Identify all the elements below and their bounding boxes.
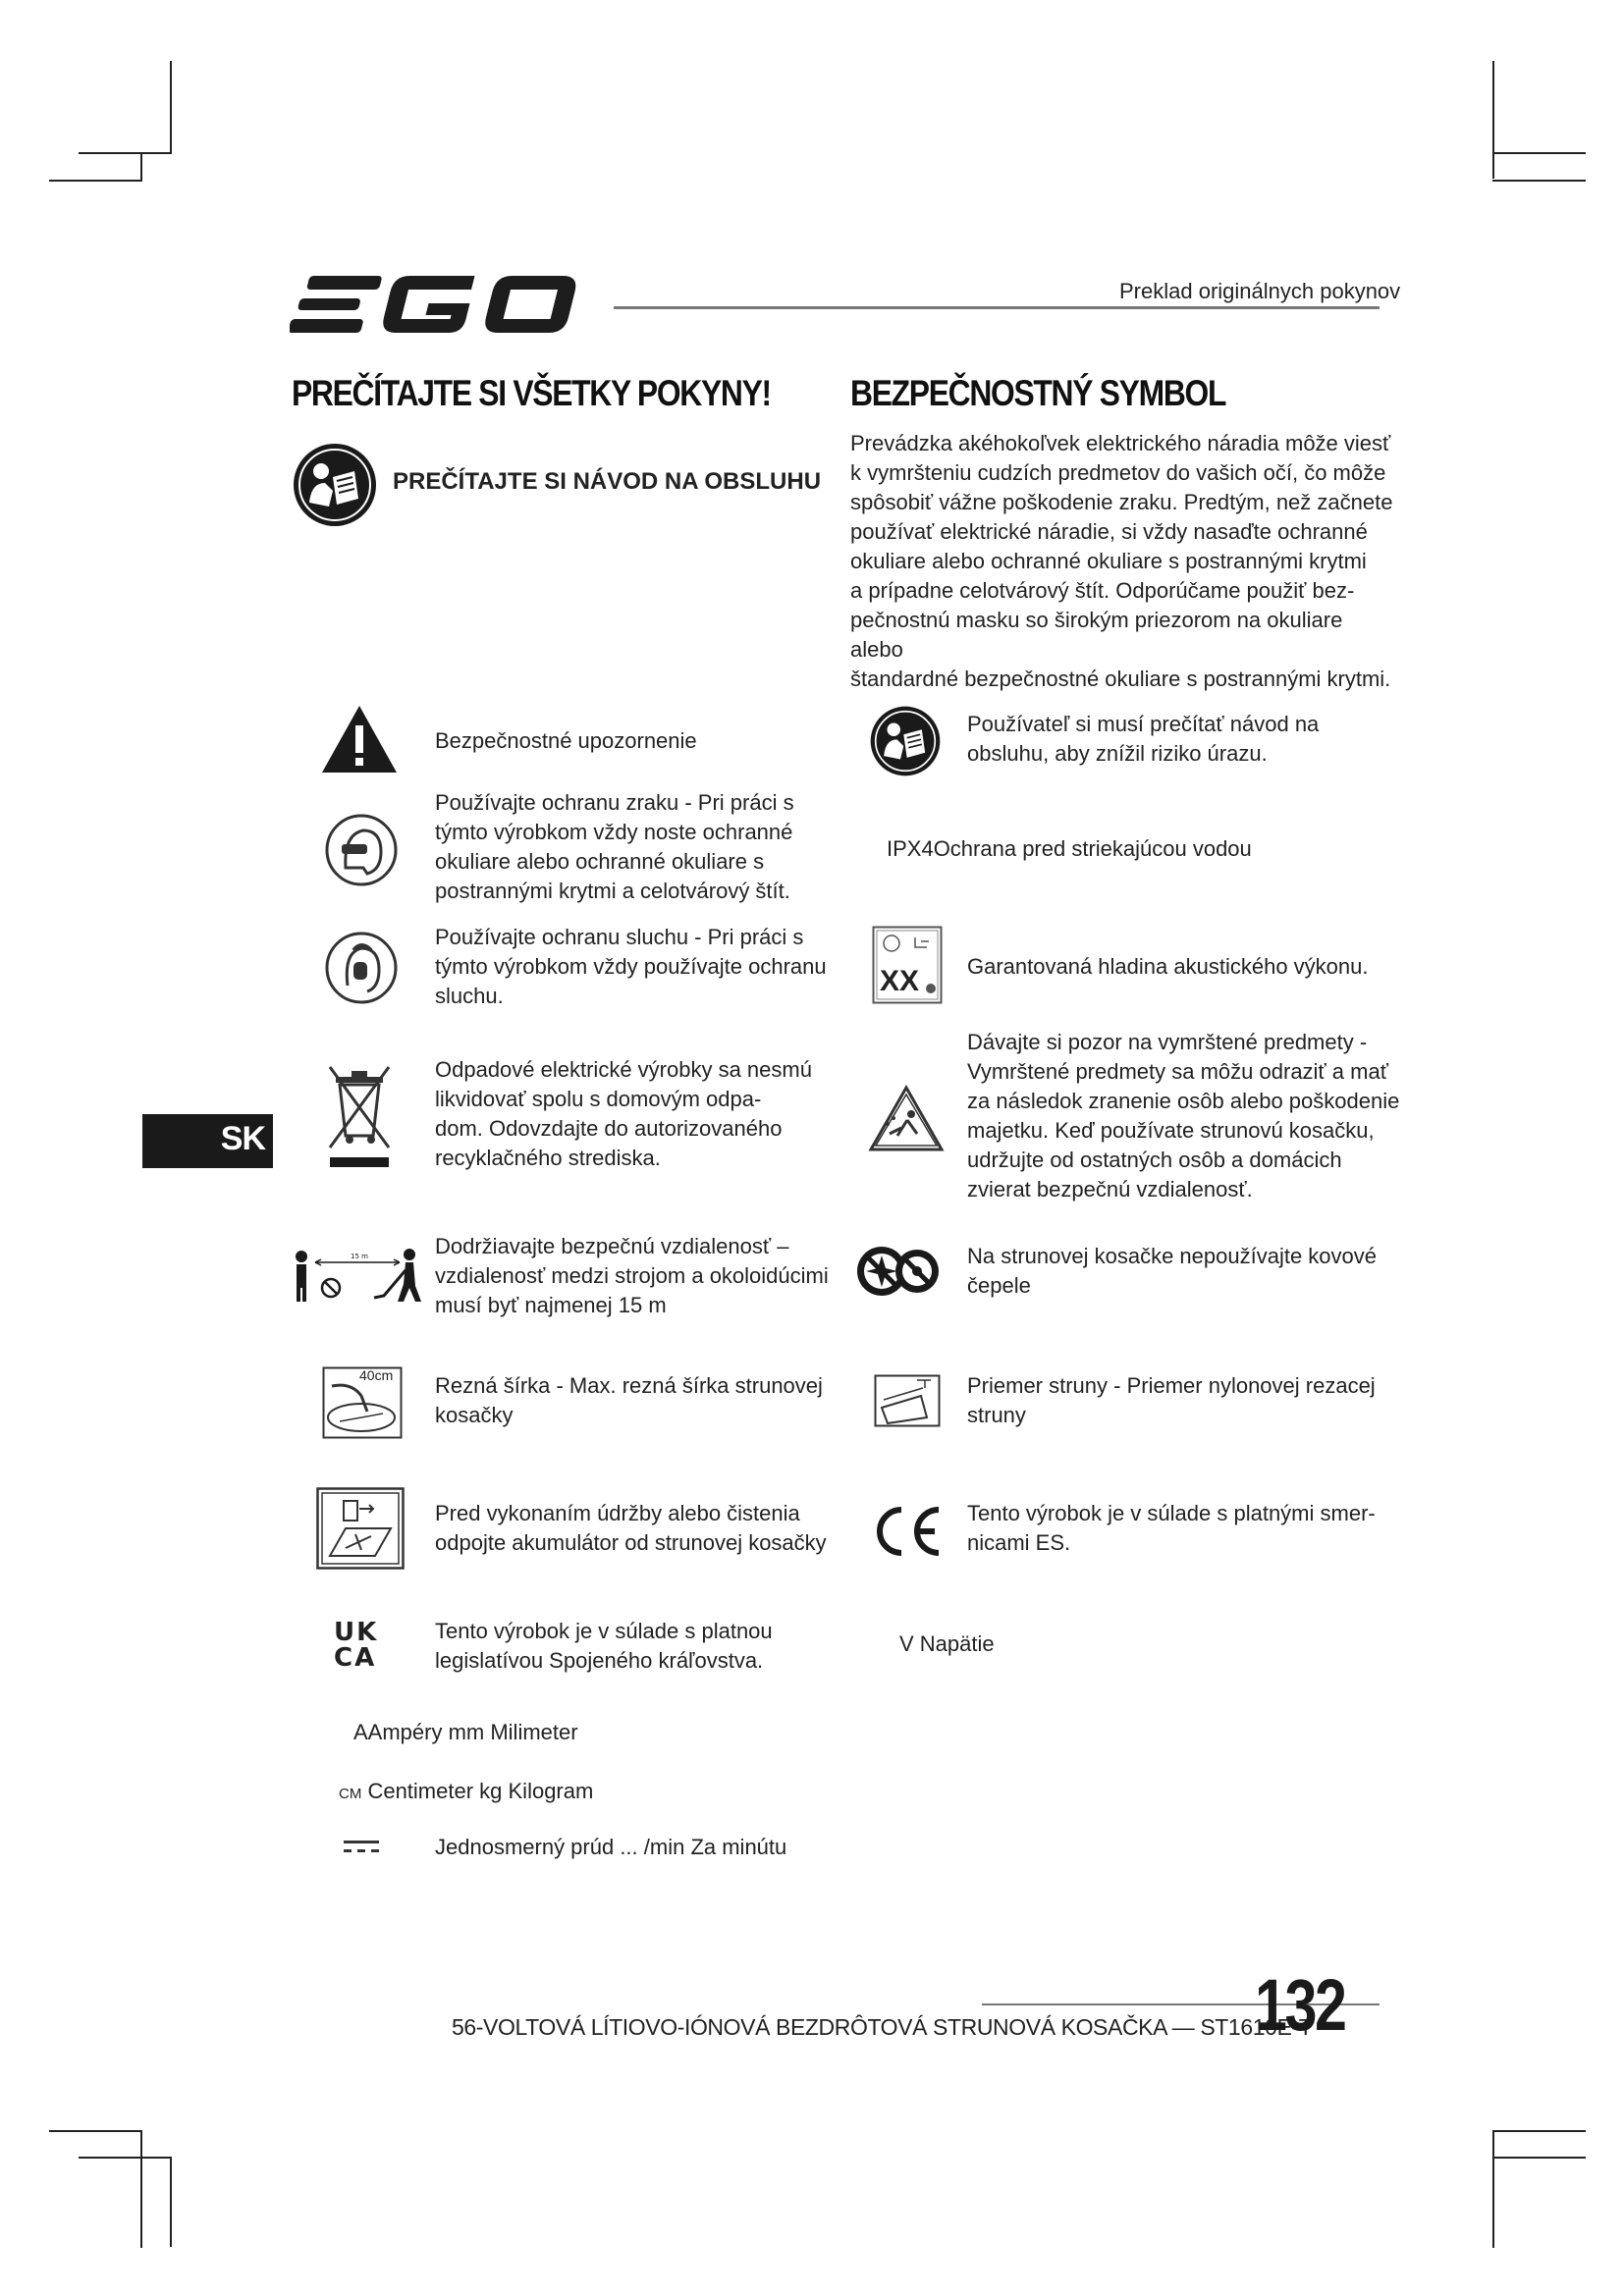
symbol-diameter-text: Priemer struny - Priemer nylonovej rezacej struny (967, 1373, 1376, 1427)
intro-paragraph: Prevádzka akéhokoľvek elektrického náradia môže viesť k vymršteniu cudzích predmetov do vašich očí, čo môže spôsobiť vážne poškodenie zraku. Predtým, než začnete používať elektrické náradie, si vždy nasaďte ochranné okuliare alebo ochranné okuliare s postrannými krytmi a prípadne celotvárový štít. Odporúčame použiť bez- pečnostnú masku so širokým priezorom na okuliare alebo štandardné bezpečnostné okuliare s postrannými krytmi. (850, 431, 1393, 691)
symbol-thrown-text: Dávajte si pozor na vymrštené predmety - Vymrštené predmety sa môžu odraziť a mať za následok zranenie osôb alebo poškodenie majetku. Keď používate strunovú kosačku, udržujte od ostatných osôb a domácich zvierat bezpečnú vzdialenosť. (967, 1030, 1400, 1201)
direct-current-icon (344, 1839, 379, 1854)
footer-title: 56-VOLTOVÁ LÍTIOVO-IÓNOVÁ BEZDRÔTOVÁ STRUNOVÁ KOSAČKA — ST1610E-T (452, 2014, 1313, 2040)
symbol-sound-text: Garantovaná hladina akustického výkonu. (967, 954, 1369, 979)
sound-power-icon (872, 926, 943, 1004)
ce-mark-icon (870, 1504, 945, 1559)
left-heading: PREČÍTAJTE SI VŠETKY POKYNY! (292, 373, 771, 413)
read-manual-icon (292, 442, 378, 528)
symbol-weee-text: Odpadové elektrické výrobky sa nesmú likvidovať spolu s domovým odpa- dom. Odovzdajte do autorizovaného recyklačného strediska. (435, 1057, 812, 1170)
no-metal-blades-icon (856, 1243, 941, 1300)
weee-bin-icon (324, 1063, 395, 1171)
symbol-ukca-text: Tento výrobok je v súlade s platnou legislatívou Spojeného kráľovstva. (435, 1619, 773, 1673)
symbol-ear-text: Používajte ochranu sluchu - Pri práci s týmto výrobkom vždy používajte ochranu sluchu. (435, 925, 827, 1008)
symbol-disconnect-text: Pred vykonaním údržby alebo čistenia odpojte akumulátor od strunovej kosačky (435, 1501, 827, 1555)
header-rule (614, 306, 1380, 309)
read-manual-small-icon (869, 705, 942, 777)
header-subtitle: Preklad originálnych pokynov (1119, 279, 1401, 303)
svg-text:XX: XX (880, 965, 920, 997)
line-diameter-icon (874, 1374, 941, 1427)
symbol-voltage-text: V Napätie (899, 1631, 995, 1656)
symbol-ce-text: Tento výrobok je v súlade s platnými smer- nicami ES. (967, 1501, 1376, 1555)
symbol-width-text: Rezná šírka - Max. rezná šírka strunovej kosačky (435, 1373, 823, 1427)
units-line-3: Jednosmerný prúd ... /min Za minútu (435, 1835, 787, 1859)
symbol-eye-text: Používajte ochranu zraku - Pri práci s týmto výrobkom vždy noste ochranné okuliare alebo ochranné okuliare s postrannými krytmi a celotvárový štít. (435, 790, 794, 903)
language-tab-label: SK (220, 1120, 265, 1157)
warning-triangle-icon (320, 704, 399, 774)
language-tab (142, 1114, 273, 1168)
brand-logo (290, 270, 584, 339)
svg-text:40cm: 40cm (359, 1367, 394, 1383)
right-heading: BEZPEČNOSTNÝ SYMBOL (850, 373, 1226, 413)
cutting-width-icon (322, 1366, 403, 1439)
page-number: 132 (1255, 1964, 1345, 2046)
symbol-blades-text: Na strunovej kosačke nepoužívajte kovové čepele (967, 1244, 1378, 1298)
symbol-warning-text: Bezpečnostné upozornenie (435, 728, 697, 753)
safe-distance-icon (290, 1247, 427, 1306)
read-manual-label: PREČÍTAJTE SI NÁVOD NA OBSLUHU (393, 468, 822, 495)
units-line-2: CM Centimeter kg Kilogram (339, 1779, 594, 1803)
symbol-distance-text: Dodržiavajte bezpečnú vzdialenosť – vzdialenosť medzi strojom a okoloidúcimi musí byť najmenej 15 m (435, 1234, 829, 1317)
cm-abbrev: CM (339, 1786, 362, 1802)
ear-protection-icon (324, 931, 399, 1005)
symbol-ipx4-text: IPX4Ochrana pred striekajúcou vodou (887, 836, 1252, 861)
eye-protection-icon (324, 813, 399, 887)
units-line-1: AAmpéry mm Milimeter (353, 1720, 578, 1744)
svg-text:CE: CE (870, 1504, 872, 1505)
svg-text:15 m: 15 m (351, 1253, 368, 1260)
disconnect-battery-icon (316, 1487, 405, 1570)
ukca-mark-icon: UK CA (334, 1618, 379, 1673)
thrown-objects-icon (868, 1085, 945, 1153)
symbol-user-manual-text: Používateľ si musí prečítať návod na obsluhu, aby znížil riziko úrazu. (967, 712, 1320, 766)
